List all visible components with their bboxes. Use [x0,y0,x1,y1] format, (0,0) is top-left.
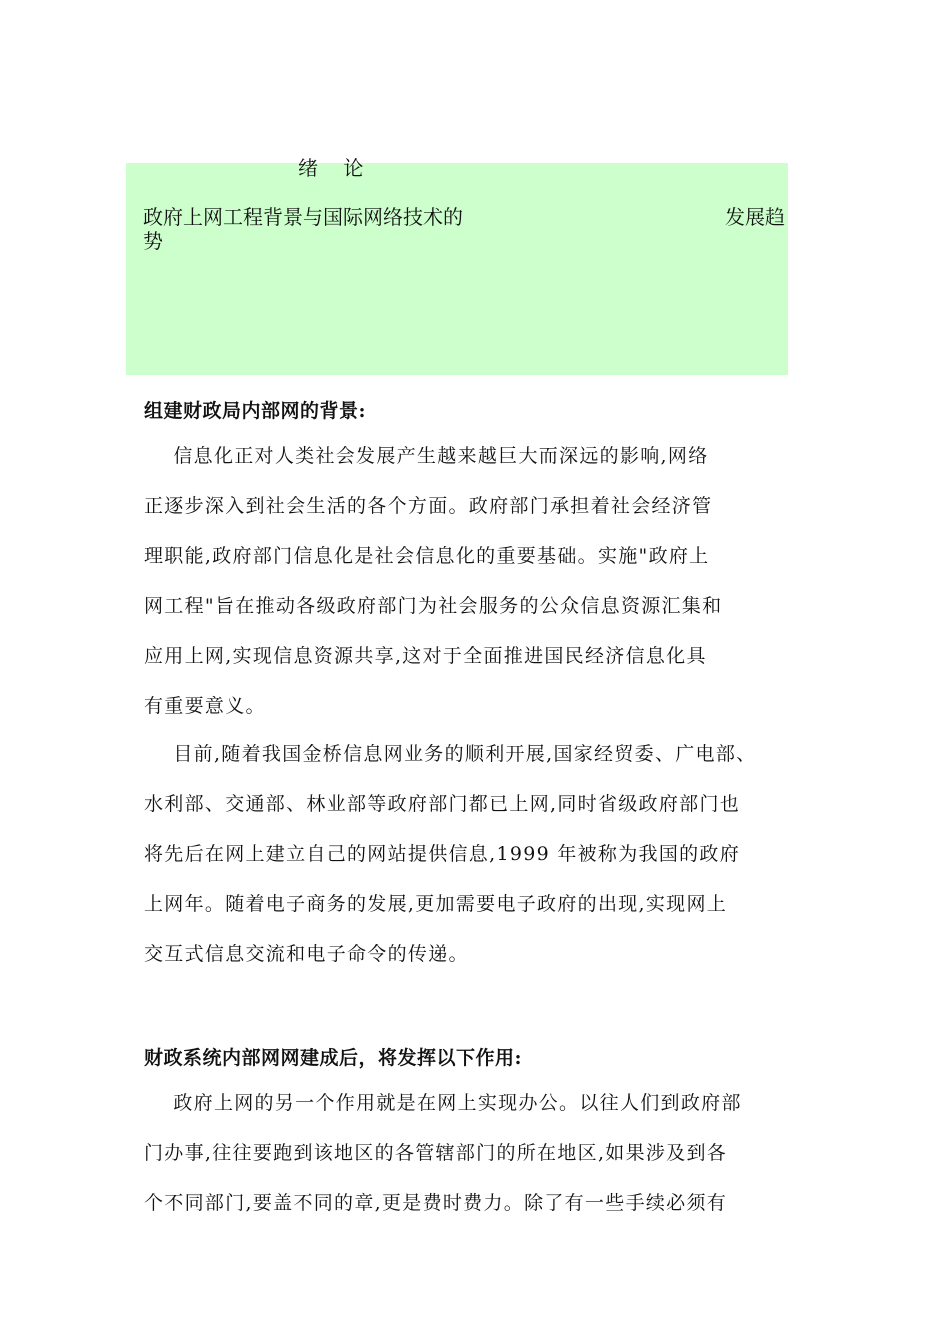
paragraph-line: 有重要意义。 [144,695,266,717]
paragraph-line: 目前,随着我国金桥信息网业务的顺利开展,国家经贸委、广电部、 [144,743,757,765]
section-heading-background: 组建财政局内部网的背景: [144,400,367,422]
subtitle-part-c: 势 [143,229,163,253]
paragraph-line: 信息化正对人类社会发展产生越来越巨大而深远的影响,网络 [144,445,709,467]
subtitle-part-b: 发展趋 [725,205,785,229]
intro-subtitle [143,205,793,253]
intro-title: 绪 论 [298,156,364,180]
paragraph-line: 将先后在网上建立自己的网站提供信息,1999 年被称为我国的政府 [144,843,741,865]
paragraph-functions-1 [144,1078,834,1228]
section-heading-functions: 财政系统内部网网建成后，将发挥以下作用: [144,1047,523,1069]
paragraph-line: 理职能,政府部门信息化是社会信息化的重要基础。实施"政府上 [144,545,710,567]
paragraph-line: 水利部、交通部、林业部等政府部门都已上网,同时省级政府部门也 [144,793,741,815]
paragraph-line: 个不同部门,要盖不同的章,更是费时费力。除了有一些手续必须有 [144,1192,728,1214]
paragraph-line: 政府上网的另一个作用就是在网上实现办公。以往人们到政府部 [144,1092,742,1114]
highlight-box [126,163,788,375]
paragraph-line: 网工程"旨在推动各级政府部门为社会服务的公众信息资源汇集和 [144,595,723,617]
paragraph-line: 门办事,往往要跑到该地区的各管辖部门的所在地区,如果涉及到各 [144,1142,728,1164]
paragraph-line: 上网年。随着电子商务的发展,更加需要电子政府的出现,实现网上 [144,893,728,915]
paragraph-background-2 [144,729,834,979]
paragraph-background-1 [144,431,834,731]
subtitle-part-a: 政府上网工程背景与国际网络技术的 [143,205,463,229]
paragraph-line: 正逐步深入到社会生活的各个方面。政府部门承担着社会经济管 [144,495,713,517]
paragraph-line: 交互式信息交流和电子命令的传递。 [144,943,469,965]
paragraph-line: 应用上网,实现信息资源共享,这对于全面推进国民经济信息化具 [144,645,707,667]
